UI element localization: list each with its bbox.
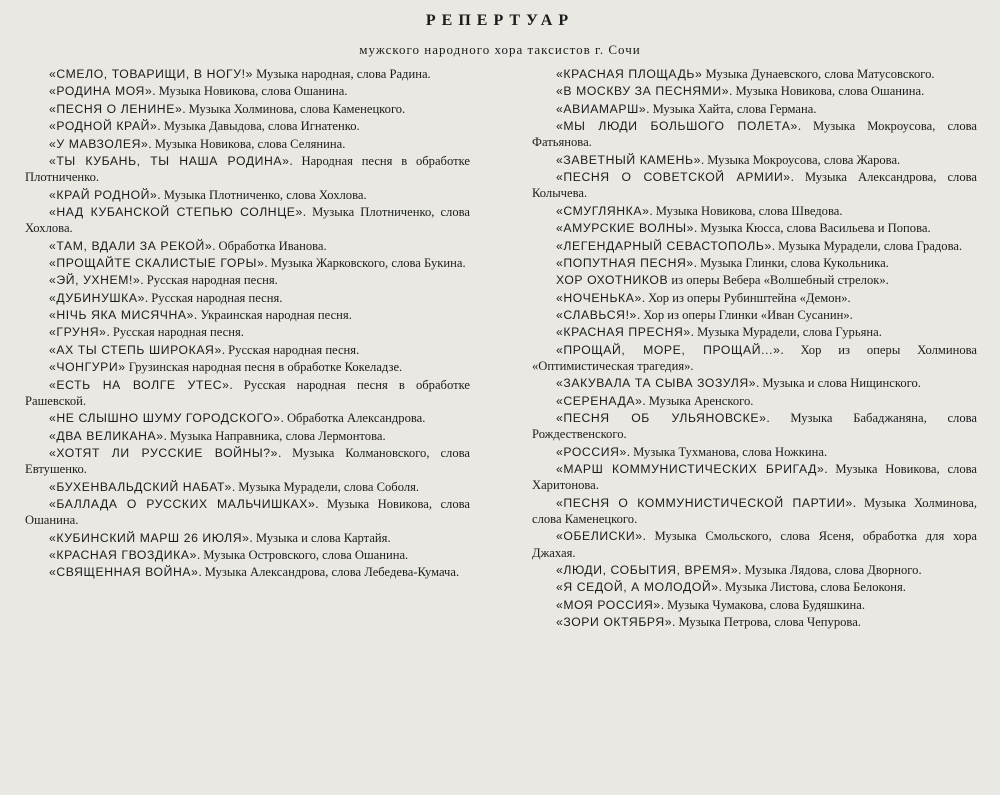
song-entry [25, 272, 470, 288]
song-title: «МОЯ РОССИЯ» [556, 597, 661, 612]
song-details: . Музыка Колмановского, слова Евтушенко. [25, 446, 470, 477]
song-title: «ПЕСНЯ О ЛЕНИНЕ» [49, 101, 183, 116]
song-title: «ЗОРИ ОКТЯБРЯ» [556, 615, 673, 630]
song-title: «ЗАКУВАЛА ТА СЫВА ЗОЗУЛЯ» [556, 376, 757, 391]
song-details: . Музыка Александрова, слова Колычева. [532, 170, 978, 201]
song-details: . Музыка Бабаджаняна, слова Рождественского. [532, 411, 978, 442]
song-details: . Музыка Жарковского, слова Букина. [264, 255, 466, 270]
song-entry [25, 564, 470, 580]
song-details: . Музыка Чумакова, слова Будяшкина. [660, 597, 865, 612]
song-entry [532, 101, 977, 117]
song-title: «Я СЕДОЙ, А МОЛОДОЙ» [556, 580, 719, 595]
song-details: . Музыка Смольского, слова Ясеня, обработка для хора Джахая. [532, 529, 977, 560]
song-entry [25, 410, 470, 426]
song-details: . Русская народная песня. [106, 325, 244, 340]
left-column [25, 66, 470, 582]
song-details: . Музыка Давыдова, слова Игнатенко. [157, 119, 360, 134]
song-entry [25, 324, 470, 340]
song-title: «ХОТЯТ ЛИ РУССКИЕ ВОЙНЫ?» [49, 446, 279, 461]
song-details: . Музыка Островского, слова Ошанина. [196, 548, 409, 562]
song-details: . Музыка Холминова, слова Каменецкого. [532, 495, 977, 527]
song-entry [532, 220, 977, 236]
song-details: . Музыка Новикова, слова Ошанина. [25, 497, 470, 528]
song-entry [25, 359, 470, 375]
song-entry [25, 204, 470, 236]
song-details: . Музыка Мурадели, слова Соболя. [231, 479, 420, 494]
song-entry [532, 597, 977, 613]
song-details: . Хор из оперы Рубинштейна «Демон». [641, 290, 851, 305]
song-entry [25, 290, 470, 306]
song-details: . Украинская народная песня. [194, 308, 352, 323]
song-details: . Музыка Новикова, слова Селянина. [148, 136, 346, 151]
song-title: «ДУБИНУШКА» [49, 290, 145, 305]
song-title: «НIЧЬ ЯКА МИСЯЧНА» [49, 308, 195, 323]
song-details: . Русская народная песня. [140, 273, 278, 288]
song-details: . Хор из оперы Холминова «Оптимистическая трагедия». [532, 342, 977, 374]
song-title: «АХ ТЫ СТЕПЬ ШИРОКАЯ» [49, 342, 222, 357]
song-entry [532, 324, 977, 340]
song-title: «НЕ СЛЫШНО ШУМУ ГОРОДСКОГО» [49, 411, 281, 426]
song-details: . Русская народная песня. [221, 342, 360, 357]
song-entry [25, 496, 470, 528]
song-entry [532, 528, 977, 560]
song-title: ХОР ОХОТНИКОВ [556, 273, 669, 288]
song-title: «ОБЕЛИСКИ» [556, 529, 643, 544]
song-title: «ПЕСНЯ О СОВЕТСКОЙ АРМИИ» [556, 170, 791, 185]
song-entry [25, 307, 470, 323]
song-details: . Музыка Мурадели, слова Гурьяна. [690, 325, 882, 340]
song-details: Грузинская народная песня в обработке Кокеладзе. [125, 360, 403, 375]
song-title: «ЧОНГУРИ» [49, 360, 126, 375]
song-title: «НАД КУБАНСКОЙ СТЕПЬЮ СОЛНЦЕ» [49, 204, 303, 219]
song-details: . Музыка Листова, слова Белоконя. [718, 580, 906, 595]
song-entry [532, 272, 977, 288]
song-entry [25, 136, 470, 152]
song-details: . Музыка и слова Картайя. [249, 530, 391, 545]
song-details: . Хор из оперы Глинки «Иван Сусанин». [636, 308, 853, 323]
song-details: . Музыка Холминова, слова Каменецкого. [182, 101, 406, 116]
song-title: «ПОПУТНАЯ ПЕСНЯ» [556, 255, 694, 270]
song-title: «СЛАВЬСЯ!» [556, 308, 637, 323]
song-title: «БАЛЛАДА О РУССКИХ МАЛЬЧИШКАХ» [49, 497, 316, 512]
song-title: «ПЕСНЯ О КОММУНИСТИЧЕСКОЙ ПАРТИИ» [556, 495, 853, 510]
song-title: «РОДНОЙ КРАЙ» [49, 119, 158, 134]
song-entry [532, 444, 977, 460]
song-title: «СВЯЩЕННАЯ ВОЙНА» [49, 565, 199, 580]
song-entry [532, 562, 977, 578]
song-title: «МАРШ КОММУНИСТИЧЕСКИХ БРИГАД» [556, 462, 825, 477]
song-entry [25, 153, 470, 185]
song-details: . Музыка Новикова, слова Харитонова. [532, 462, 977, 493]
song-title: «СМЕЛО, ТОВАРИЩИ, В НОГУ!» [49, 67, 253, 81]
song-entry [532, 203, 977, 219]
song-details: . Музыка Петрова, слова Чепурова. [672, 615, 861, 630]
song-entry [532, 307, 977, 323]
song-entry [532, 342, 977, 374]
song-details: . Русская народная песня. [145, 290, 283, 305]
song-details: . Музыка Хайта, слова Германа. [646, 101, 817, 116]
song-entry [532, 66, 977, 82]
song-details: Музыка Дунаевского, слова Матусовского. [702, 67, 935, 81]
song-entry [532, 152, 977, 168]
song-title: «КРАСНАЯ ГВОЗДИКА» [49, 548, 197, 562]
song-title: «КРАСНАЯ ПРЕСНЯ» [556, 325, 691, 340]
song-entry [25, 377, 470, 409]
song-details: . Музыка и слова Нищинского. [756, 376, 921, 391]
song-entry [532, 410, 977, 442]
page-subtitle: мужского народного хора таксистов г. Сочи [359, 42, 641, 57]
song-title: «ТЫ КУБАНЬ, ТЫ НАША РОДИНА» [49, 153, 290, 168]
right-column [532, 66, 977, 632]
song-entry [532, 238, 977, 254]
song-entry [25, 118, 470, 134]
song-entry [25, 428, 470, 444]
song-entry [25, 83, 470, 99]
song-details: . Музыка Новикова, слова Ошанина. [152, 84, 348, 99]
song-title: «ПРОЩАЙТЕ СКАЛИСТЫЕ ГОРЫ» [49, 255, 265, 270]
song-details: . Музыка Глинки, слова Кукольника. [693, 255, 889, 270]
song-title: «ПЕСНЯ ОБ УЛЬЯНОВСКЕ» [556, 411, 767, 426]
song-details: . Музыка Аренского. [642, 393, 754, 408]
song-details: . Музыка Тухманова, слова Ножкина. [626, 444, 828, 459]
song-title: «ЛЕГЕНДАРНЫЙ СЕВАСТОПОЛЬ» [556, 238, 772, 253]
song-title: «ЭЙ, УХНЕМ!» [49, 273, 141, 288]
song-entry [532, 495, 977, 527]
song-entry [25, 101, 470, 117]
song-entry [25, 342, 470, 358]
song-entry [532, 118, 977, 150]
song-entry [25, 187, 470, 203]
song-title: «У МАВЗОЛЕЯ» [49, 136, 149, 151]
song-entry [25, 255, 470, 271]
song-entry [25, 238, 470, 254]
song-details: . Обработка Александрова. [280, 411, 426, 426]
song-entry [532, 169, 977, 201]
song-details: . Музыка Кюсса, слова Васильева и Попова. [694, 221, 931, 236]
song-entry [25, 66, 470, 82]
song-entry [532, 255, 977, 271]
song-details: . Народная песня в обработке Плотниченко. [25, 153, 470, 185]
song-title: «ГРУНЯ» [49, 325, 107, 340]
song-details: . Музыка Александрова, слова Лебедева-Кумача. [198, 565, 460, 580]
song-title: «АМУРСКИЕ ВОЛНЫ» [556, 221, 695, 236]
song-details: . Музыка Плотниченко, слова Хохлова. [25, 204, 470, 236]
song-entry [532, 579, 977, 595]
song-title: «ТАМ, ВДАЛИ ЗА РЕКОЙ» [49, 238, 213, 253]
song-details: . Музыка Новикова, слова Ошанина. [729, 84, 925, 99]
song-entry [25, 479, 470, 495]
song-entry [532, 375, 977, 391]
song-title: «БУХЕНВАЛЬДСКИЙ НАБАТ» [49, 479, 232, 494]
song-title: «В МОСКВУ ЗА ПЕСНЯМИ» [556, 84, 730, 99]
song-title: «ЕСТЬ НА ВОЛГЕ УТЕС» [49, 377, 230, 392]
song-entry [532, 461, 977, 493]
song-entry [25, 547, 470, 563]
song-title: «СМУГЛЯНКА» [556, 203, 650, 218]
page-title: РЕПЕРТУАР [425, 12, 575, 29]
song-title: «ЛЮДИ, СОБЫТИЯ, ВРЕМЯ» [556, 563, 739, 578]
song-details: Музыка народная, слова Радина. [252, 67, 431, 81]
song-title: «КРАЙ РОДНОЙ» [49, 187, 158, 202]
song-title: «ДВА ВЕЛИКАНА» [49, 428, 164, 443]
song-title: «СЕРЕНАДА» [556, 393, 643, 408]
song-details: из оперы Вебера «Волшебный стрелок». [668, 273, 889, 288]
song-entry [532, 83, 977, 99]
song-details: . Музыка Мурадели, слова Градова. [771, 238, 963, 253]
song-title: «ПРОЩАЙ, МОРЕ, ПРОЩАЙ...» [556, 342, 781, 357]
song-title: «КРАСНАЯ ПЛОЩАДЬ» [556, 67, 703, 81]
song-title: «ЗАВЕТНЫЙ КАМЕНЬ» [556, 152, 701, 167]
song-title: «АВИАМАРШ» [556, 101, 647, 116]
song-entry [532, 290, 977, 306]
song-details: . Музыка Новикова, слова Шведова. [649, 203, 843, 218]
song-details: . Музыка Плотниченко, слова Хохлова. [157, 187, 367, 202]
song-title: «РОССИЯ» [556, 444, 627, 459]
song-title: «МЫ ЛЮДИ БОЛЬШОГО ПОЛЕТА» [556, 119, 798, 134]
song-details: . Музыка Лядова, слова Дворного. [738, 563, 922, 578]
song-details: . Музыка Мокроусова, слова Жарова. [701, 152, 901, 167]
song-details: . Музыка Направника, слова Лермонтова. [163, 428, 386, 443]
song-title: «НОЧЕНЬКА» [556, 290, 642, 305]
song-details: . Обработка Иванова. [212, 238, 327, 253]
song-details: . Музыка Мокроусова, слова Фатьянова. [532, 119, 977, 150]
song-entry [532, 393, 977, 409]
song-entry [532, 614, 977, 630]
song-title: «КУБИНСКИЙ МАРШ 26 ИЮЛЯ» [49, 530, 250, 545]
song-title: «РОДИНА МОЯ» [49, 84, 153, 99]
song-entry [25, 530, 470, 546]
song-entry [25, 445, 470, 477]
song-details: . Русская народная песня в обработке Рашевской. [25, 377, 470, 408]
